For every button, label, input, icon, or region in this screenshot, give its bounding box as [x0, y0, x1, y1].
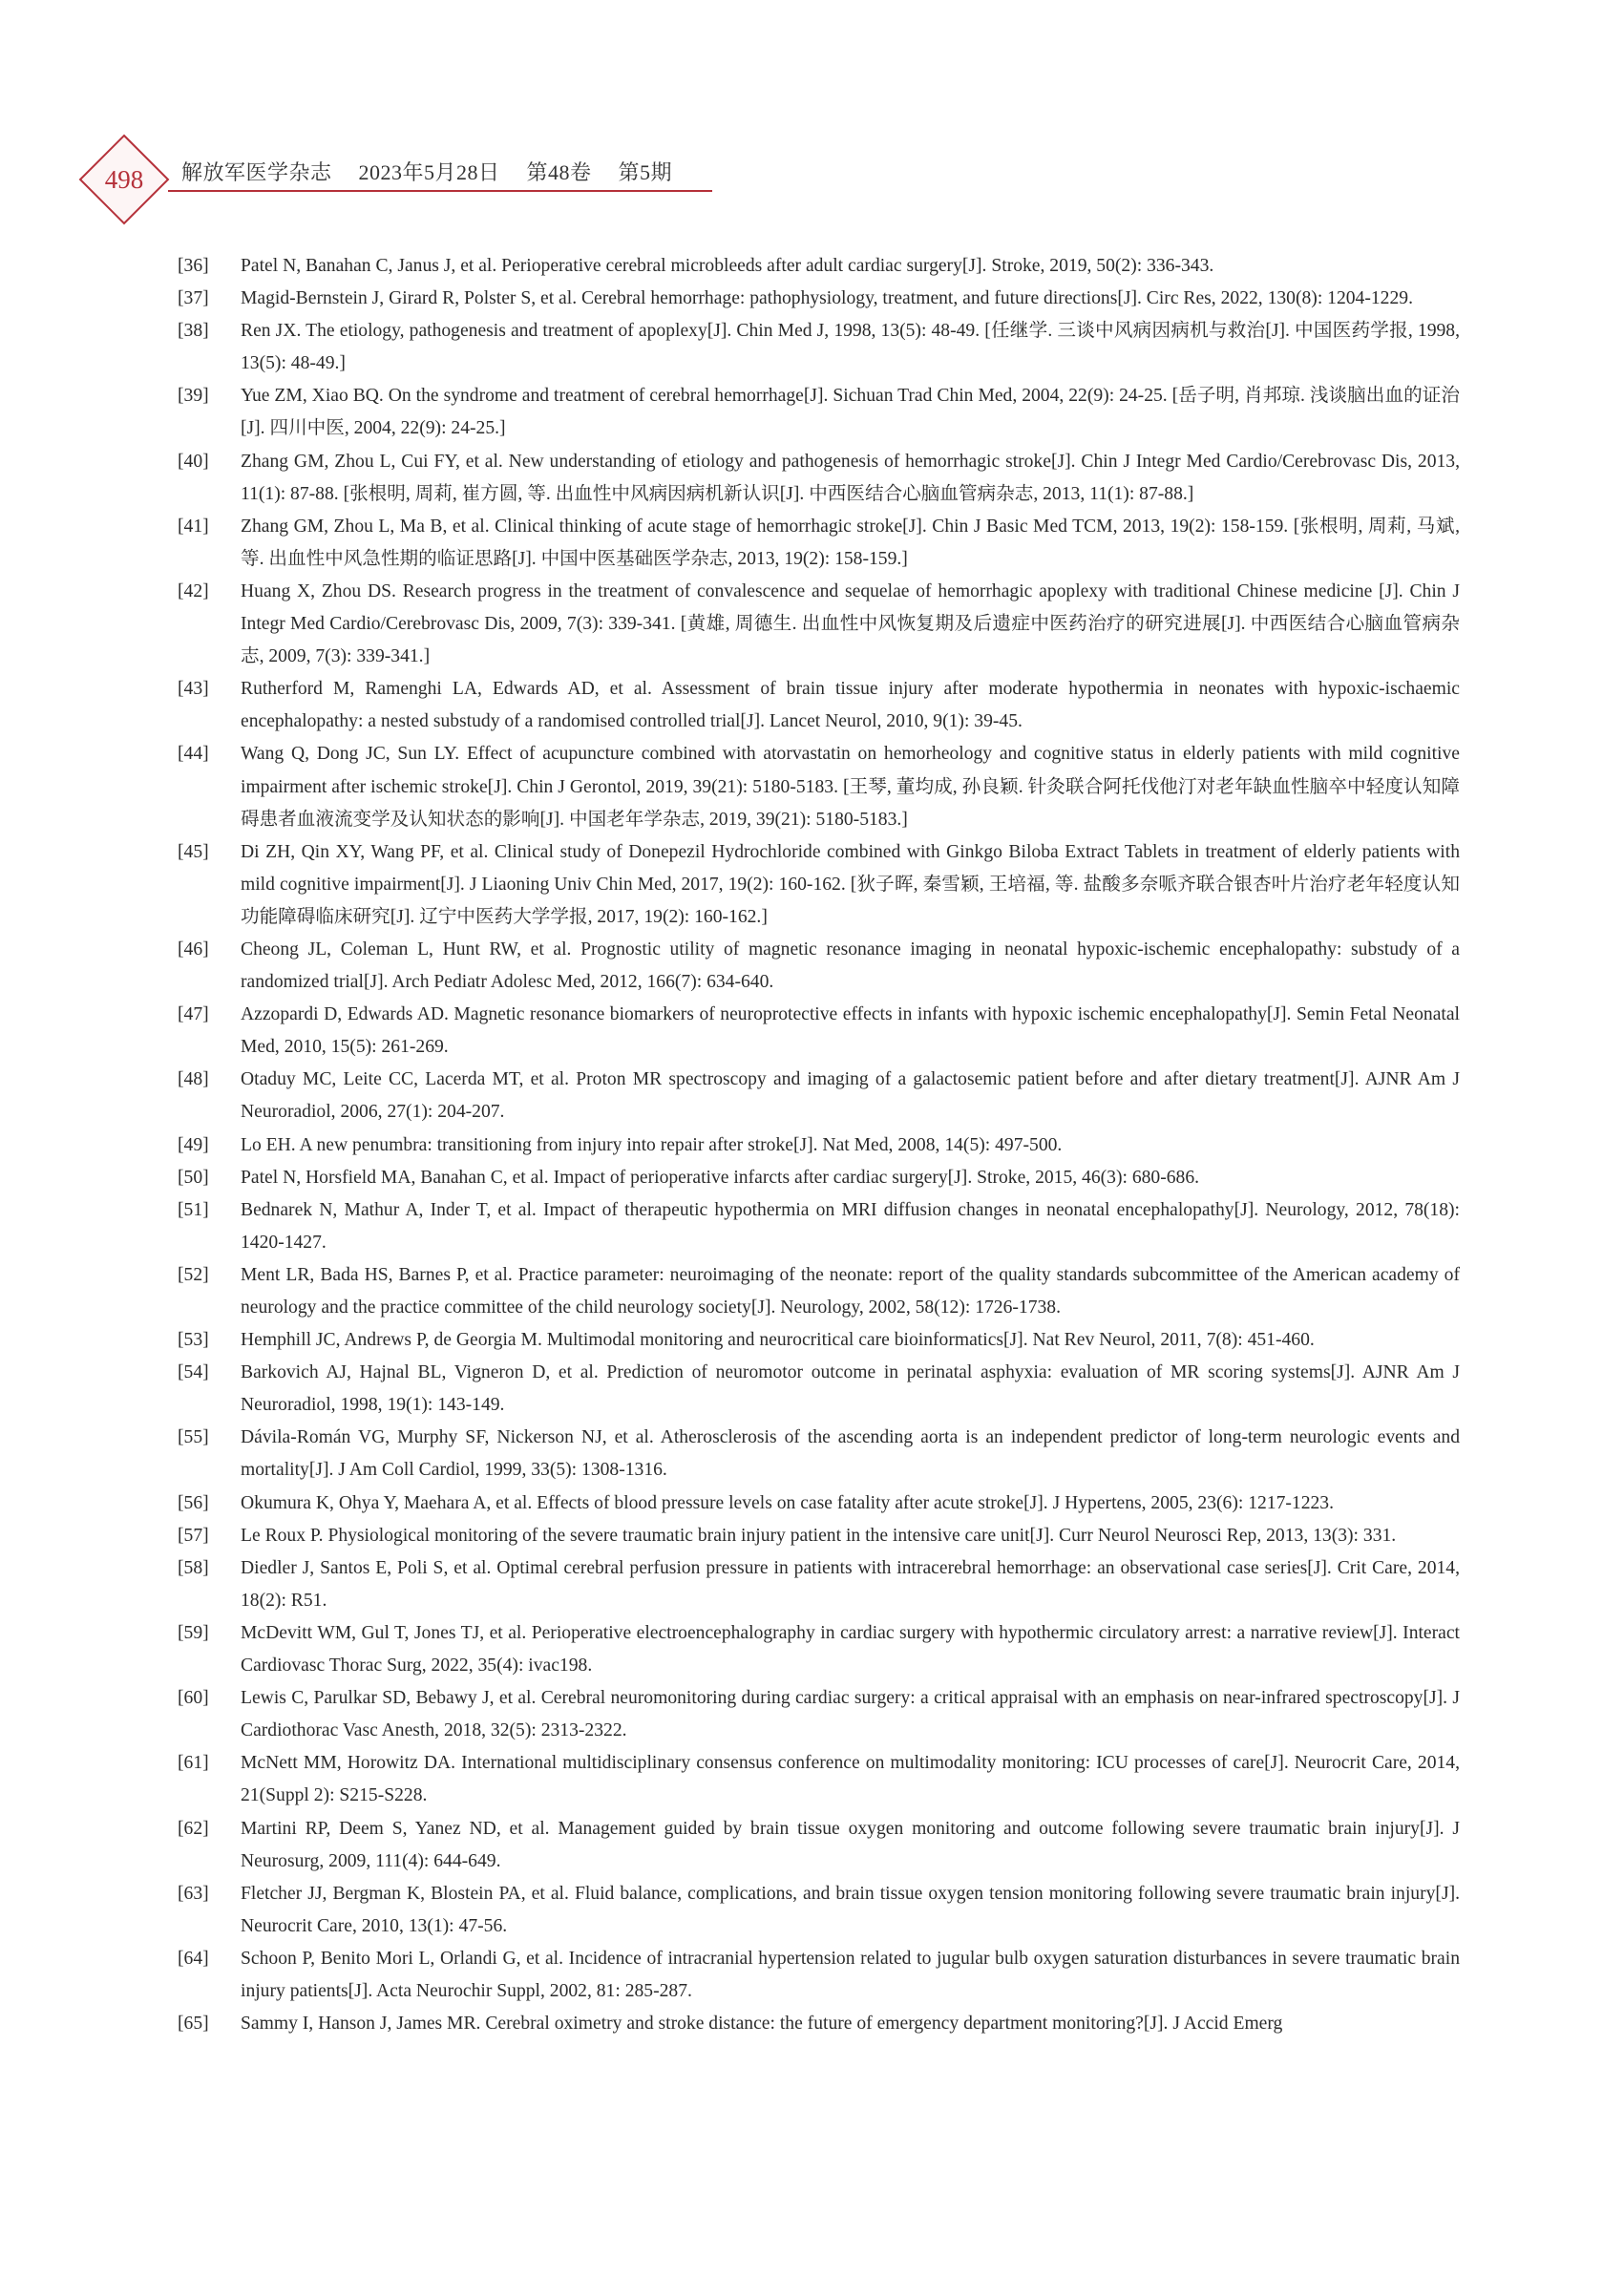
- reference-item: [178, 446, 1460, 511]
- reference-text: Le Roux P. Physiological monitoring of the severe traumatic brain injury patient in the intensive care unit[J]. Curr Neurol Neurosci Rep, 2013, 13(3): 331.: [241, 1525, 1397, 1546]
- reference-item: [178, 1520, 1460, 1552]
- reference-item: [178, 738, 1460, 835]
- reference-number: [37]: [178, 288, 209, 309]
- reference-item: [178, 1487, 1460, 1520]
- reference-text: Barkovich AJ, Hajnal BL, Vigneron D, et al. Prediction of neuromotor outcome in perinatal asphyxia: evaluation of MR scoring systems[J]. AJNR Am J Neuroradiol, 1998, 19(1): 143-149.: [241, 1362, 1460, 1416]
- reference-text: Zhang GM, Zhou L, Cui FY, et al. New understanding of etiology and pathogenesis of hemorrhagic stroke[J]. Chin J Integr Med Cardio/Cerebrovasc Dis, 2013, 11(1): 87-88. [张根明, 周莉, 崔方圆, 等. 出血性中风病因病机新认识[J]. 中西医结合心脑血管病杂志, 2013, 11(1): 87-88.]: [241, 451, 1460, 504]
- reference-text: Huang X, Zhou DS. Research progress in the treatment of convalescence and sequelae of hemorrhagic apoplexy with traditional Chinese medicine [J]. Chin J Integr Med Cardio/Cerebrovasc Dis, 2009, 7(3): 339-341. [黄雄, 周德生. 出血性中风恢复期及后遗症中医药治疗的研究进展[J]. 中西医结合心脑血管病杂志, 2009, 7(3): 339-341.]: [241, 580, 1460, 667]
- reference-number: [63]: [178, 1883, 209, 1904]
- reference-item: [178, 934, 1460, 999]
- reference-item: [178, 1259, 1460, 1324]
- reference-number: [61]: [178, 1753, 209, 1774]
- reference-number: [40]: [178, 451, 209, 472]
- reference-text: Ren JX. The etiology, pathogenesis and treatment of apoplexy[J]. Chin Med J, 1998, 13(5): 48-49. [任继学. 三谈中风病因病机与救治[J]. 中国医药学报, 1998, 13(5): 48-49.]: [241, 321, 1460, 374]
- reference-number: [45]: [178, 841, 209, 862]
- reference-item: [178, 1682, 1460, 1747]
- reference-number: [54]: [178, 1362, 209, 1383]
- reference-text: Diedler J, Santos E, Poli S, et al. Optimal cerebral perfusion pressure in patients with intracerebral hemorrhage: an observational case series[J]. Crit Care, 2014, 18(2): R51.: [241, 1557, 1460, 1611]
- reference-number: [44]: [178, 744, 209, 765]
- reference-number: [56]: [178, 1492, 209, 1513]
- reference-item: [178, 1943, 1460, 2008]
- reference-text: Lo EH. A new penumbra: transitioning from injury into repair after stroke[J]. Nat Med, 2008, 14(5): 497-500.: [241, 1134, 1063, 1155]
- reference-text: Wang Q, Dong JC, Sun LY. Effect of acupuncture combined with atorvastatin on hemorheology and cognitive status in elderly patients with mild cognitive impairment after ischemic stroke[J]. Chin J Gerontol, 2019, 39(21): 5180-5183. [王琴, 董均成, 孙良颖. 针灸联合阿托伐他汀对老年缺血性脑卒中轻度认知障碍患者血液流变学及认知状态的影响[J]. 中国老年学杂志, 2019, 39(21): 5180-5183.]: [241, 744, 1460, 830]
- reference-text: Ment LR, Bada HS, Barnes P, et al. Practice parameter: neuroimaging of the neonate: report of the quality standards subcommittee of the American academy of neurology and the practice committee of the child neurology society[J]. Neurology, 2002, 58(12): 1726-1738.: [241, 1264, 1460, 1318]
- header-rule: [168, 190, 712, 192]
- reference-text: Lewis C, Parulkar SD, Bebawy J, et al. Cerebral neuromonitoring during cardiac surgery: a critical appraisal with an emphasis on near-infrared spectroscopy[J]. J Cardiothorac Vasc Anesth, 2018, 32(5): 2313-2322.: [241, 1688, 1460, 1741]
- reference-number: [55]: [178, 1427, 209, 1448]
- reference-number: [50]: [178, 1167, 209, 1188]
- reference-item: [178, 2008, 1460, 2040]
- reference-number: [49]: [178, 1134, 209, 1155]
- issue: 第5期: [618, 160, 673, 184]
- reference-number: [52]: [178, 1264, 209, 1285]
- reference-item: [178, 1552, 1460, 1617]
- reference-text: Okumura K, Ohya Y, Maehara A, et al. Effects of blood pressure levels on case fatality after acute stroke[J]. J Hypertens, 2005, 23(6): 1217-1223.: [241, 1492, 1334, 1513]
- reference-item: [178, 1324, 1460, 1357]
- running-header: [181, 157, 716, 186]
- reference-text: Azzopardi D, Edwards AD. Magnetic resonance biomarkers of neuroprotective effects in infants with hypoxic ischemic encephalopathy[J]. Semin Fetal Neonatal Med, 2010, 15(5): 261-269.: [241, 1004, 1460, 1058]
- reference-item: [178, 1422, 1460, 1487]
- reference-item: [178, 250, 1460, 283]
- reference-item: [178, 673, 1460, 738]
- reference-number: [39]: [178, 386, 209, 407]
- reference-number: [38]: [178, 321, 209, 342]
- reference-text: Patel N, Horsfield MA, Banahan C, et al. Impact of perioperative infarcts after cardiac surgery[J]. Stroke, 2015, 46(3): 680-686.: [241, 1167, 1200, 1188]
- reference-item: [178, 283, 1460, 315]
- reference-number: [43]: [178, 679, 209, 700]
- reference-text: Di ZH, Qin XY, Wang PF, et al. Clinical study of Donepezil Hydrochloride combined with Ginkgo Biloba Extract Tablets in treatment of elderly patients with mild cognitive impairment[J]. J Liaoning Univ Chin Med, 2017, 19(2): 160-162. [狄子晖, 秦雪颖, 王培福, 等. 盐酸多奈哌齐联合银杏叶片治疗老年轻度认知功能障碍临床研究[J]. 辽宁中医药大学学报, 2017, 19(2): 160-162.]: [241, 841, 1460, 927]
- reference-text: Schoon P, Benito Mori L, Orlandi G, et al. Incidence of intracranial hypertension related to jugular bulb oxygen saturation disturbances in severe traumatic brain injury patients[J]. Acta Neurochir Suppl, 2002, 81: 285-287.: [241, 1948, 1460, 2001]
- reference-item: [178, 1617, 1460, 1682]
- volume: 第48卷: [526, 160, 592, 184]
- reference-text: Martini RP, Deem S, Yanez ND, et al. Management guided by brain tissue oxygen monitoring and outcome following severe traumatic brain injury[J]. J Neurosurg, 2009, 111(4): 644-649.: [241, 1818, 1460, 1871]
- reference-number: [57]: [178, 1525, 209, 1546]
- reference-item: [178, 380, 1460, 445]
- reference-text: Otaduy MC, Leite CC, Lacerda MT, et al. Proton MR spectroscopy and imaging of a galactosemic patient before and after dietary treatment[J]. AJNR Am J Neuroradiol, 2006, 27(1): 204-207.: [241, 1069, 1460, 1123]
- reference-number: [58]: [178, 1557, 209, 1578]
- reference-text: Zhang GM, Zhou L, Ma B, et al. Clinical thinking of acute stage of hemorrhagic stroke[J]. Chin J Basic Med TCM, 2013, 19(2): 158-159. [张根明, 周莉, 马斌, 等. 出血性中风急性期的临证思路[J]. 中国中医基础医学杂志, 2013, 19(2): 158-159.]: [241, 516, 1460, 569]
- reference-item: [178, 315, 1460, 380]
- journal-name: 解放军医学杂志: [181, 160, 332, 184]
- reference-number: [59]: [178, 1622, 209, 1643]
- reference-item: [178, 511, 1460, 576]
- reference-item: [178, 1747, 1460, 1812]
- issue-date: 2023年5月28日: [358, 160, 500, 184]
- reference-number: [64]: [178, 1948, 209, 1969]
- reference-item: [178, 1194, 1460, 1259]
- reference-text: Bednarek N, Mathur A, Inder T, et al. Impact of therapeutic hypothermia on MRI diffusion changes in neonatal encephalopathy[J]. Neurology, 2012, 78(18): 1420-1427.: [241, 1199, 1460, 1253]
- reference-number: [60]: [178, 1688, 209, 1709]
- reference-text: Cheong JL, Coleman L, Hunt RW, et al. Prognostic utility of magnetic resonance imaging in neonatal hypoxic-ischemic encephalopathy: substudy of a randomized trial[J]. Arch Pediatr Adolesc Med, 2012, 166(7): 634-640.: [241, 939, 1460, 993]
- reference-number: [51]: [178, 1199, 209, 1220]
- reference-number: [47]: [178, 1004, 209, 1025]
- reference-text: Yue ZM, Xiao BQ. On the syndrome and treatment of cerebral hemorrhage[J]. Sichuan Trad Chin Med, 2004, 22(9): 24-25. [岳子明, 肖邦琼. 浅谈脑出血的证治[J]. 四川中医, 2004, 22(9): 24-25.]: [241, 386, 1460, 439]
- reference-item: [178, 1813, 1460, 1878]
- reference-text: Dávila-Román VG, Murphy SF, Nickerson NJ, et al. Atherosclerosis of the ascending aorta is an independent predictor of long-term neurologic events and mortality[J]. J Am Coll Cardiol, 1999, 33(5): 1308-1316.: [241, 1427, 1460, 1481]
- reference-text: McDevitt WM, Gul T, Jones TJ, et al. Perioperative electroencephalography in cardiac surgery with hypothermic circulatory arrest: a narrative review[J]. Interact Cardiovasc Thorac Surg, 2022, 35(4): ivac198.: [241, 1622, 1460, 1677]
- reference-text: Magid-Bernstein J, Girard R, Polster S, et al. Cerebral hemorrhage: pathophysiology, treatment, and future directions[J]. Circ Res, 2022, 130(8): 1204-1229.: [241, 288, 1413, 309]
- reference-number: [42]: [178, 580, 209, 601]
- reference-text: Fletcher JJ, Bergman K, Blostein PA, et al. Fluid balance, complications, and brain tissue oxygen tension monitoring following severe traumatic brain injury[J]. Neurocrit Care, 2010, 13(1): 47-56.: [241, 1883, 1460, 1936]
- reference-item: [178, 1129, 1460, 1162]
- reference-item: [178, 1878, 1460, 1943]
- reference-item: [178, 1064, 1460, 1128]
- reference-number: [48]: [178, 1069, 209, 1090]
- reference-text: Rutherford M, Ramenghi LA, Edwards AD, et al. Assessment of brain tissue injury after moderate hypothermia in neonates with hypoxic-ischaemic encephalopathy: a nested substudy of a randomised controlled trial[J]. Lancet Neurol, 2010, 9(1): 39-45.: [241, 679, 1460, 732]
- reference-item: [178, 1357, 1460, 1422]
- reference-number: [53]: [178, 1330, 209, 1351]
- reference-number: [46]: [178, 939, 209, 960]
- reference-number: [62]: [178, 1818, 209, 1839]
- reference-text: Patel N, Banahan C, Janus J, et al. Perioperative cerebral microbleeds after adult cardiac surgery[J]. Stroke, 2019, 50(2): 336-343.: [241, 256, 1214, 276]
- page-number: 498: [104, 164, 144, 194]
- reference-text: McNett MM, Horowitz DA. International multidisciplinary consensus conference on multimodality monitoring: ICU processes of care[J]. Neurocrit Care, 2014, 21(Suppl 2): S215-S228.: [241, 1753, 1460, 1806]
- reference-number: [65]: [178, 2014, 209, 2035]
- reference-item: [178, 836, 1460, 934]
- reference-text: Sammy I, Hanson J, James MR. Cerebral oximetry and stroke distance: the future of emergency department monitoring?[J]. J Accid Emerg: [241, 2014, 1283, 2035]
- reference-item: [178, 576, 1460, 673]
- reference-text: Hemphill JC, Andrews P, de Georgia M. Multimodal monitoring and neurocritical care bioinformatics[J]. Nat Rev Neurol, 2011, 7(8): 451-460.: [241, 1330, 1315, 1351]
- reference-list: [178, 250, 1460, 2040]
- reference-number: [41]: [178, 516, 209, 537]
- reference-number: [36]: [178, 256, 209, 276]
- reference-item: [178, 999, 1460, 1064]
- reference-item: [178, 1162, 1460, 1194]
